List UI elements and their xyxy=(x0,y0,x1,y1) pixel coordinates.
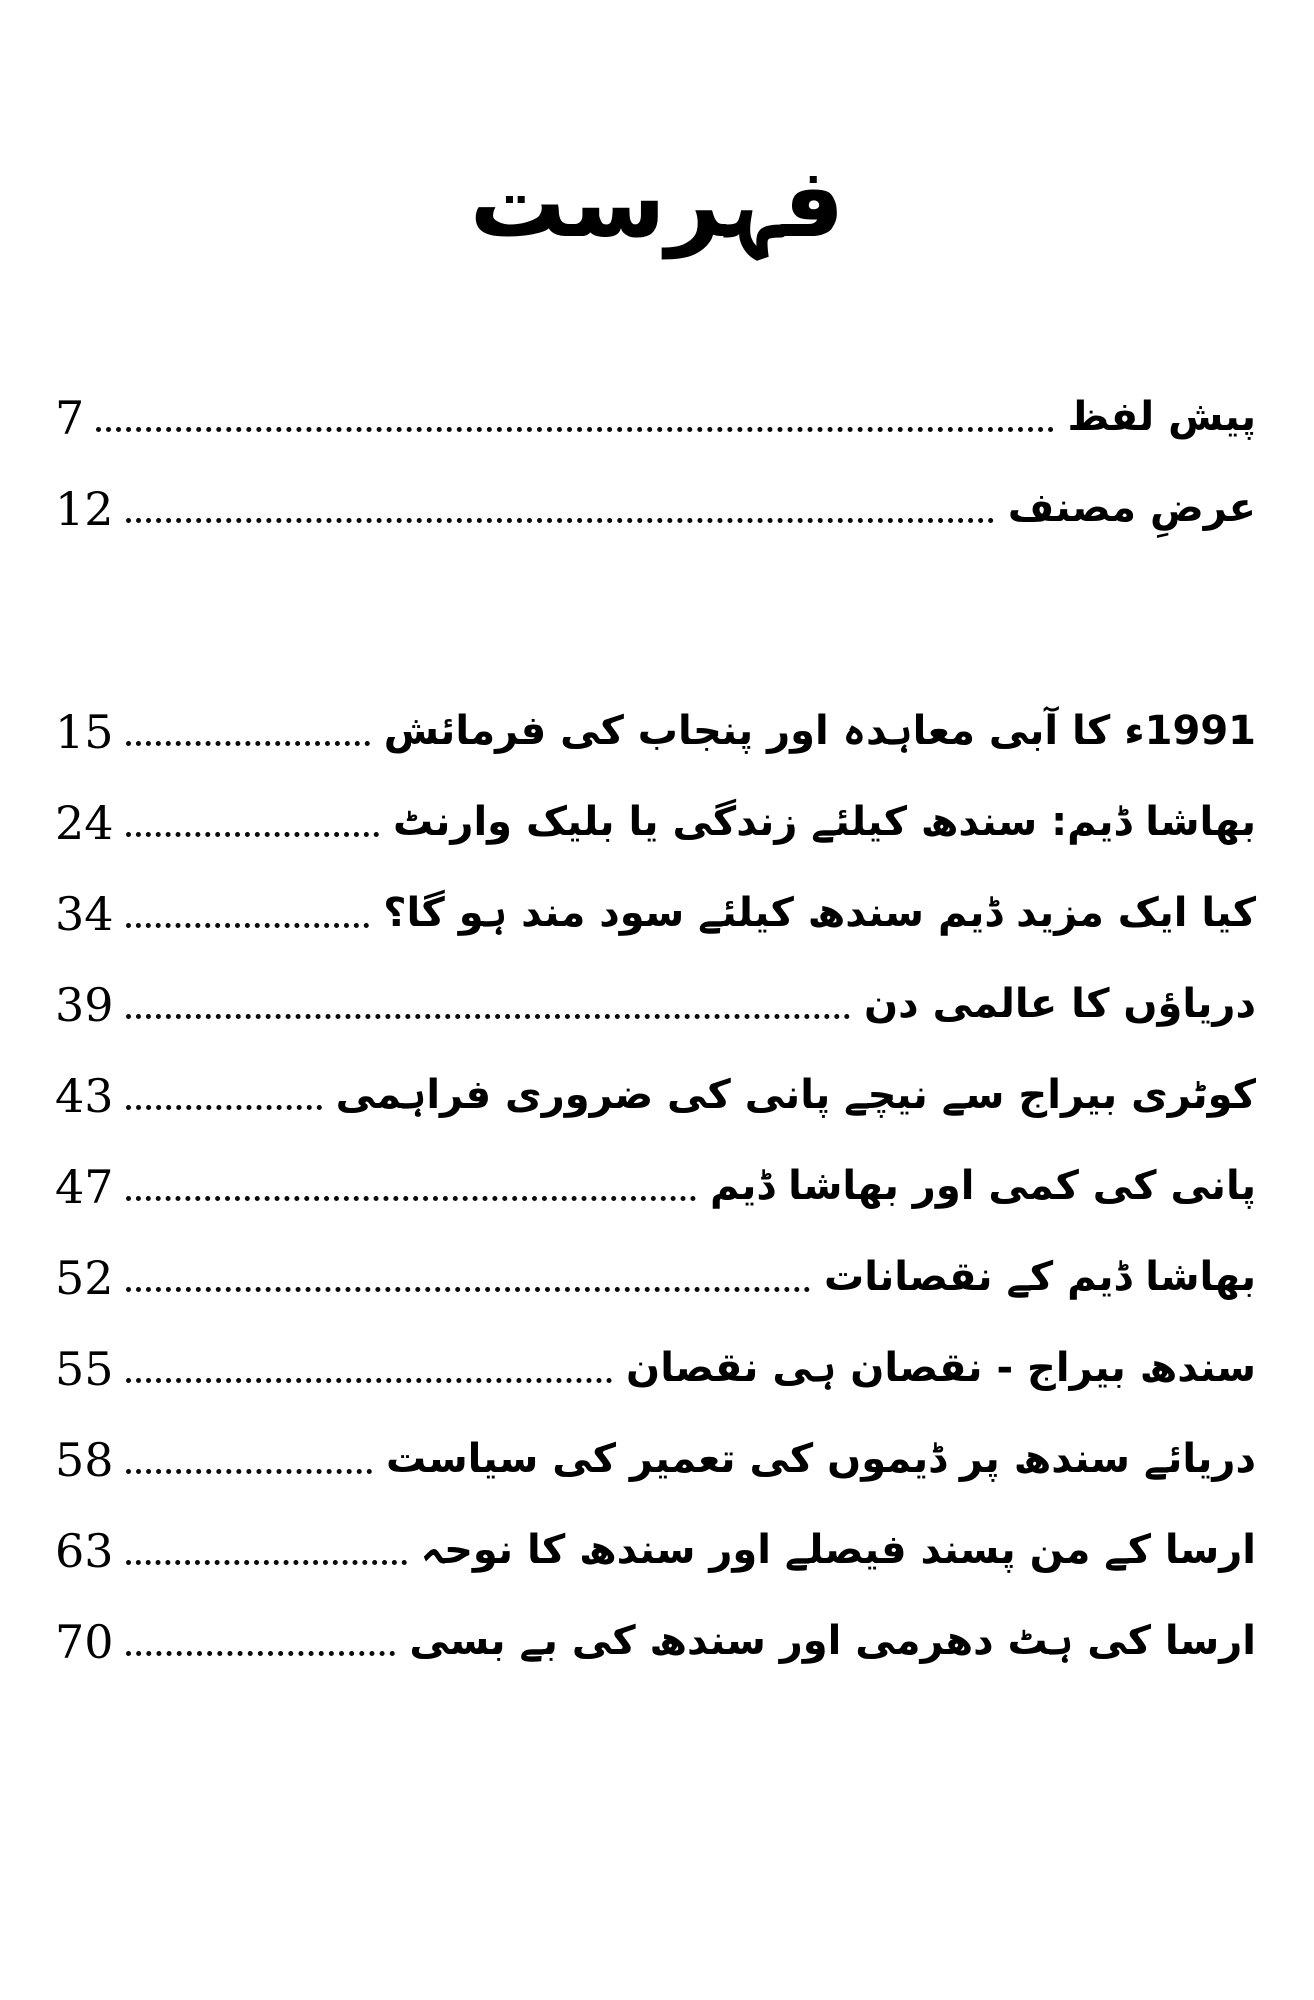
toc-entry xyxy=(55,1301,1256,1397)
toc-group xyxy=(55,664,1256,1670)
toc-entry-page-number: 7 xyxy=(55,391,85,446)
toc-entry xyxy=(55,664,1256,760)
toc-entry-title: کیا ایک مزید ڈیم سندھ کیلئے سود مند ہو گا؟ xyxy=(383,890,1256,937)
page-title: فہرست xyxy=(469,147,845,259)
dotted-leader xyxy=(126,1560,407,1565)
toc-entry-title: کوٹری بیراج سے نیچے پانی کی ضروری فراہمی xyxy=(335,1072,1256,1119)
toc-entry-page-number: 43 xyxy=(55,1069,114,1124)
toc-entry-page-number: 39 xyxy=(55,978,114,1033)
toc-entry xyxy=(55,1028,1256,1124)
dotted-leader xyxy=(126,1196,696,1201)
toc-entry xyxy=(55,1574,1256,1670)
toc-entry-title: سندھ بیراج - نقصان ہی نقصان xyxy=(626,1345,1256,1392)
toc-entry-page-number: 24 xyxy=(55,796,114,851)
toc-entry-title: 1991ء کا آبی معاہدہ اور پنجاب کی فرمائش xyxy=(383,708,1256,755)
toc-entry-page-number: 12 xyxy=(55,482,114,537)
toc-entry xyxy=(55,350,1256,446)
dotted-leader xyxy=(126,1105,322,1110)
toc-entry-page-number: 52 xyxy=(55,1251,114,1306)
toc-group xyxy=(55,350,1256,537)
dotted-leader xyxy=(126,1651,396,1656)
dotted-leader xyxy=(126,832,380,837)
toc-entry xyxy=(55,441,1256,537)
toc-entry xyxy=(55,755,1256,851)
toc-entry xyxy=(55,1483,1256,1579)
toc-entry-title: عرضِ مصنف xyxy=(1007,485,1256,532)
dotted-leader xyxy=(126,518,994,523)
toc-entry-page-number: 47 xyxy=(55,1160,114,1215)
toc-entry-page-number: 58 xyxy=(55,1433,114,1488)
dotted-leader xyxy=(126,741,370,746)
dotted-leader xyxy=(126,1014,850,1019)
dotted-leader xyxy=(126,1378,613,1383)
toc-entry-page-number: 15 xyxy=(55,705,114,760)
toc-entry-title: دریاؤں کا عالمی دن xyxy=(864,981,1256,1028)
toc-entry-title: ارسا کے من پسند فیصلے اور سندھ کا نوحہ xyxy=(420,1527,1256,1574)
dotted-leader xyxy=(126,1469,372,1474)
toc-entry xyxy=(55,846,1256,942)
toc-entry-title: بھاشا ڈیم: سندھ کیلئے زندگی یا بلیک وارنٹ xyxy=(393,799,1256,846)
toc-entry xyxy=(55,1119,1256,1215)
dotted-leader xyxy=(126,1287,811,1292)
toc-entry xyxy=(55,1392,1256,1488)
toc-entry-title: ارسا کی ہٹ دھرمی اور سندھ کی بے بسی xyxy=(409,1618,1256,1665)
toc-entry-title: پیش لفظ xyxy=(1067,394,1256,441)
toc-entry-page-number: 63 xyxy=(55,1524,114,1579)
toc-entry-page-number: 34 xyxy=(55,887,114,942)
dotted-leader xyxy=(126,923,370,928)
toc-entry-page-number: 70 xyxy=(55,1615,114,1670)
toc-entry-title: دریائے سندھ پر ڈیموں کی تعمیر کی سیاست xyxy=(385,1436,1256,1483)
toc-entry-title: پانی کی کمی اور بھاشا ڈیم xyxy=(709,1163,1256,1210)
table-of-contents xyxy=(0,258,1314,1670)
toc-entry xyxy=(55,1210,1256,1306)
dotted-leader xyxy=(96,427,1053,432)
toc-entry-title: بھاشا ڈیم کے نقصانات xyxy=(824,1254,1256,1301)
toc-entry-page-number: 55 xyxy=(55,1342,114,1397)
toc-entry xyxy=(55,937,1256,1033)
